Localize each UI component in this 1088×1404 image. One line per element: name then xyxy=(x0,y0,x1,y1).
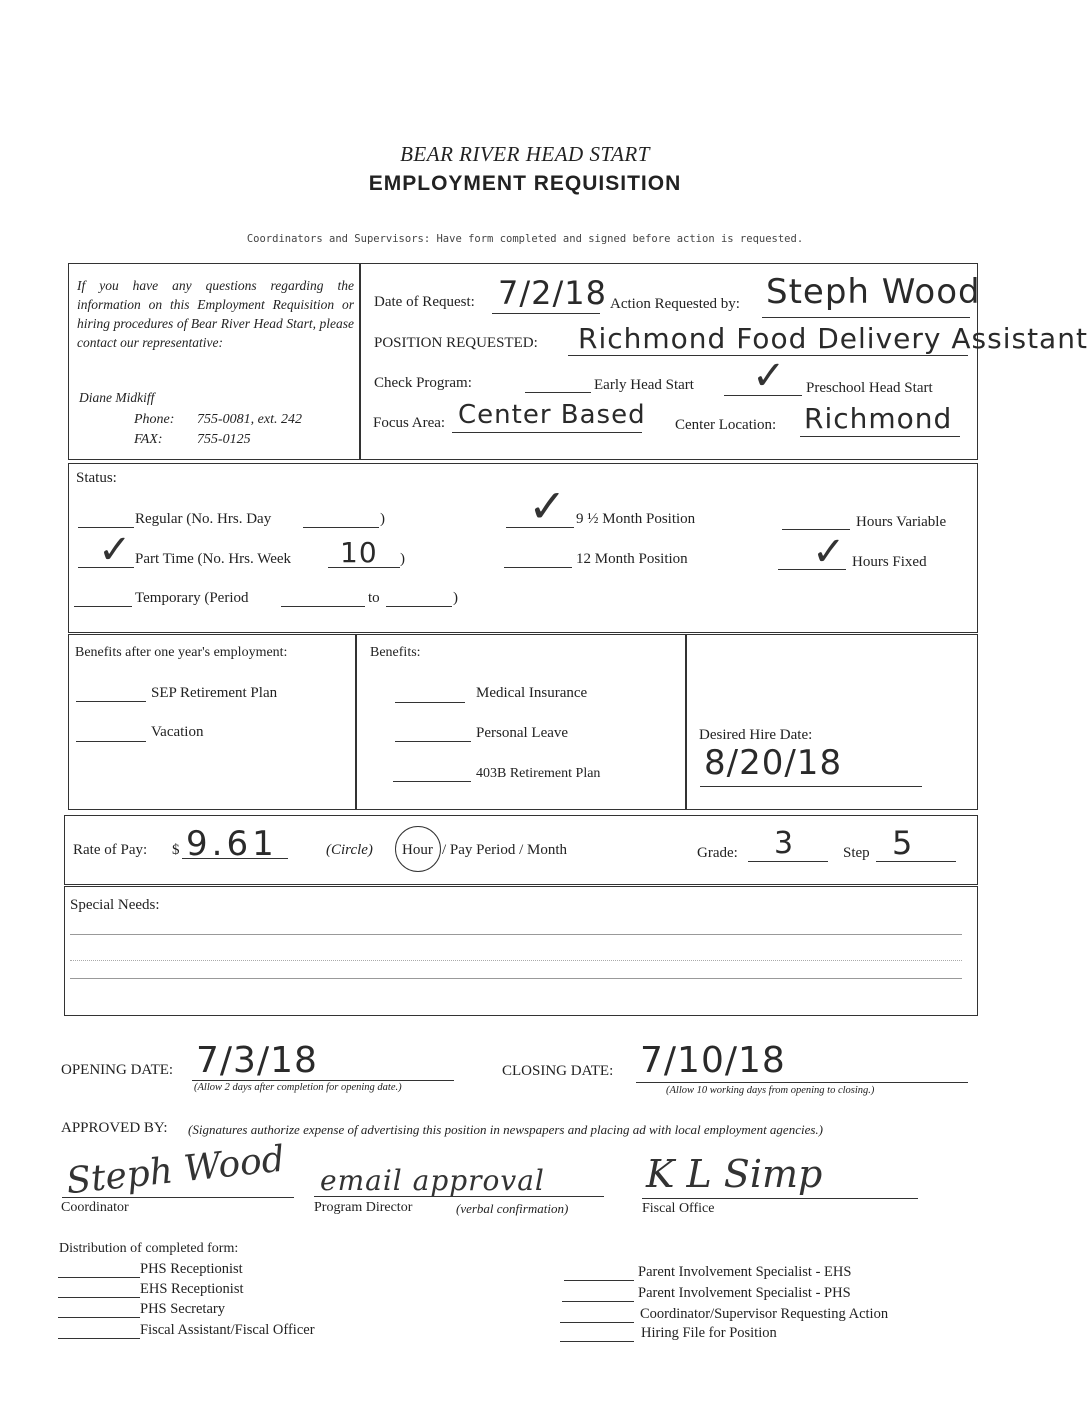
twelve-month-label: 12 Month Position xyxy=(576,551,688,567)
sep-retirement-label: SEP Retirement Plan xyxy=(151,685,278,701)
rate-of-pay-value[interactable]: 9.61 xyxy=(186,824,278,864)
contact-fax: 755-0125 xyxy=(197,432,251,447)
distribution-title: Distribution of completed form: xyxy=(59,1241,239,1256)
action-requested-value[interactable]: Steph Wood xyxy=(766,272,981,312)
early-head-start-label: Early Head Start xyxy=(594,377,694,393)
date-of-request-label: Date of Request: xyxy=(374,294,475,310)
dist-phs-receptionist: PHS Receptionist xyxy=(140,1261,243,1277)
preschool-check-mark[interactable]: ✓ xyxy=(752,353,786,399)
grade-label: Grade: xyxy=(697,845,738,861)
pay-hour-option[interactable]: Hour xyxy=(402,842,433,858)
regular-label: Regular (No. Hrs. Day xyxy=(135,511,272,527)
action-requested-label: Action Requested by: xyxy=(610,296,740,312)
temporary-label: Temporary (Period xyxy=(135,590,249,606)
program-director-label: Program Director xyxy=(314,1200,413,1215)
special-needs-label: Special Needs: xyxy=(70,897,160,913)
program-director-signature[interactable]: email approval xyxy=(320,1164,545,1197)
fiscal-office-signature[interactable]: K L Simp xyxy=(646,1152,823,1196)
nine-half-month-label: 9 ½ Month Position xyxy=(576,511,696,527)
regular-close: ) xyxy=(380,511,385,527)
personal-leave-label: Personal Leave xyxy=(476,725,569,741)
program-director-note: (verbal confirmation) xyxy=(456,1201,569,1216)
fiscal-office-label: Fiscal Office xyxy=(642,1201,715,1216)
part-time-check-mark[interactable]: ✓ xyxy=(98,527,132,573)
dist-parent-involvement-phs: Parent Involvement Specialist - PHS xyxy=(638,1285,851,1301)
vacation-label: Vacation xyxy=(151,724,204,740)
part-time-close: ) xyxy=(400,551,405,567)
part-time-label: Part Time (No. Hrs. Week xyxy=(135,551,292,567)
temporary-close: ) xyxy=(453,590,458,606)
temporary-to-label: to xyxy=(368,590,380,606)
rate-of-pay-label: Rate of Pay: xyxy=(73,842,148,858)
step-label: Step xyxy=(843,845,870,861)
contact-text: If you have any questions regarding the information on this Employment Requisition or hiring procedures of Bear River Head Start, please contact our representative: xyxy=(77,278,354,350)
nine-half-month-check-mark[interactable]: ✓ xyxy=(528,479,567,533)
focus-area-value[interactable]: Center Based xyxy=(458,400,646,430)
pay-period-month-options: / Pay Period / Month xyxy=(442,842,568,858)
contact-phone: 755-0081, ext. 242 xyxy=(197,412,302,427)
dist-phs-secretary: PHS Secretary xyxy=(140,1301,225,1317)
hire-date-box xyxy=(686,634,978,810)
check-program-label: Check Program: xyxy=(374,375,472,391)
contact-fax-label: FAX: xyxy=(134,432,163,447)
position-requested-label: POSITION REQUESTED: xyxy=(374,335,538,351)
hours-fixed-check-mark[interactable]: ✓ xyxy=(812,529,846,575)
rate-dollar: $ xyxy=(172,842,180,858)
opening-date-value[interactable]: 7/3/18 xyxy=(196,1040,318,1081)
opening-date-note: (Allow 2 days after completion for opening date.) xyxy=(194,1082,402,1093)
org-name: BEAR RIVER HEAD START xyxy=(400,142,650,166)
benefits-after-label: Benefits after one year's employment: xyxy=(75,645,288,660)
approved-by-note: (Signatures authorize expense of advertising this position in newspapers and placing ad with local employment agencies.) xyxy=(188,1122,823,1137)
contact-phone-label: Phone: xyxy=(134,412,175,427)
approved-by-label: APPROVED BY: xyxy=(61,1120,168,1136)
date-of-request-value[interactable]: 7/2/18 xyxy=(498,274,607,312)
desired-hire-date-value[interactable]: 8/20/18 xyxy=(704,743,843,783)
closing-date-note: (Allow 10 working days from opening to closing.) xyxy=(666,1085,875,1096)
retirement-403b-label: 403B Retirement Plan xyxy=(476,766,601,781)
form-instructions: Coordinators and Supervisors: Have form completed and signed before action is requested. xyxy=(246,233,804,245)
part-time-hours-value[interactable]: 10 xyxy=(340,536,378,569)
coordinator-signature[interactable]: Steph Wood xyxy=(64,1138,287,1203)
contact-name: Diane Midkiff xyxy=(79,390,155,405)
opening-date-label: OPENING DATE: xyxy=(61,1062,174,1078)
status-title: Status: xyxy=(76,470,117,486)
focus-area-label: Focus Area: xyxy=(373,415,446,431)
dist-hiring-file: Hiring File for Position xyxy=(641,1325,777,1341)
position-requested-value[interactable]: Richmond Food Delivery Assistant xyxy=(578,322,1088,355)
step-value[interactable]: 5 xyxy=(892,824,914,862)
medical-insurance-label: Medical Insurance xyxy=(476,685,588,701)
benefits-label: Benefits: xyxy=(370,645,421,660)
dist-parent-involvement-ehs: Parent Involvement Specialist - EHS xyxy=(638,1264,852,1280)
dist-coordinator-supervisor: Coordinator/Supervisor Requesting Action xyxy=(640,1306,889,1322)
form-title: EMPLOYMENT REQUISITION xyxy=(368,172,682,195)
center-location-value[interactable]: Richmond xyxy=(804,402,953,435)
preschool-head-start-label: Preschool Head Start xyxy=(806,380,933,396)
grade-value[interactable]: 3 xyxy=(774,826,795,861)
hours-variable-label: Hours Variable xyxy=(856,514,947,530)
dist-ehs-receptionist: EHS Receptionist xyxy=(140,1281,244,1297)
dist-fiscal-assistant: Fiscal Assistant/Fiscal Officer xyxy=(140,1322,315,1338)
special-needs-box xyxy=(64,886,978,1016)
coordinator-label: Coordinator xyxy=(61,1200,129,1215)
desired-hire-date-label: Desired Hire Date: xyxy=(699,727,813,743)
hours-fixed-label: Hours Fixed xyxy=(852,554,927,570)
closing-date-label: CLOSING DATE: xyxy=(502,1063,614,1079)
circle-label: (Circle) xyxy=(326,842,373,858)
center-location-label: Center Location: xyxy=(675,417,777,433)
closing-date-value[interactable]: 7/10/18 xyxy=(640,1040,786,1081)
